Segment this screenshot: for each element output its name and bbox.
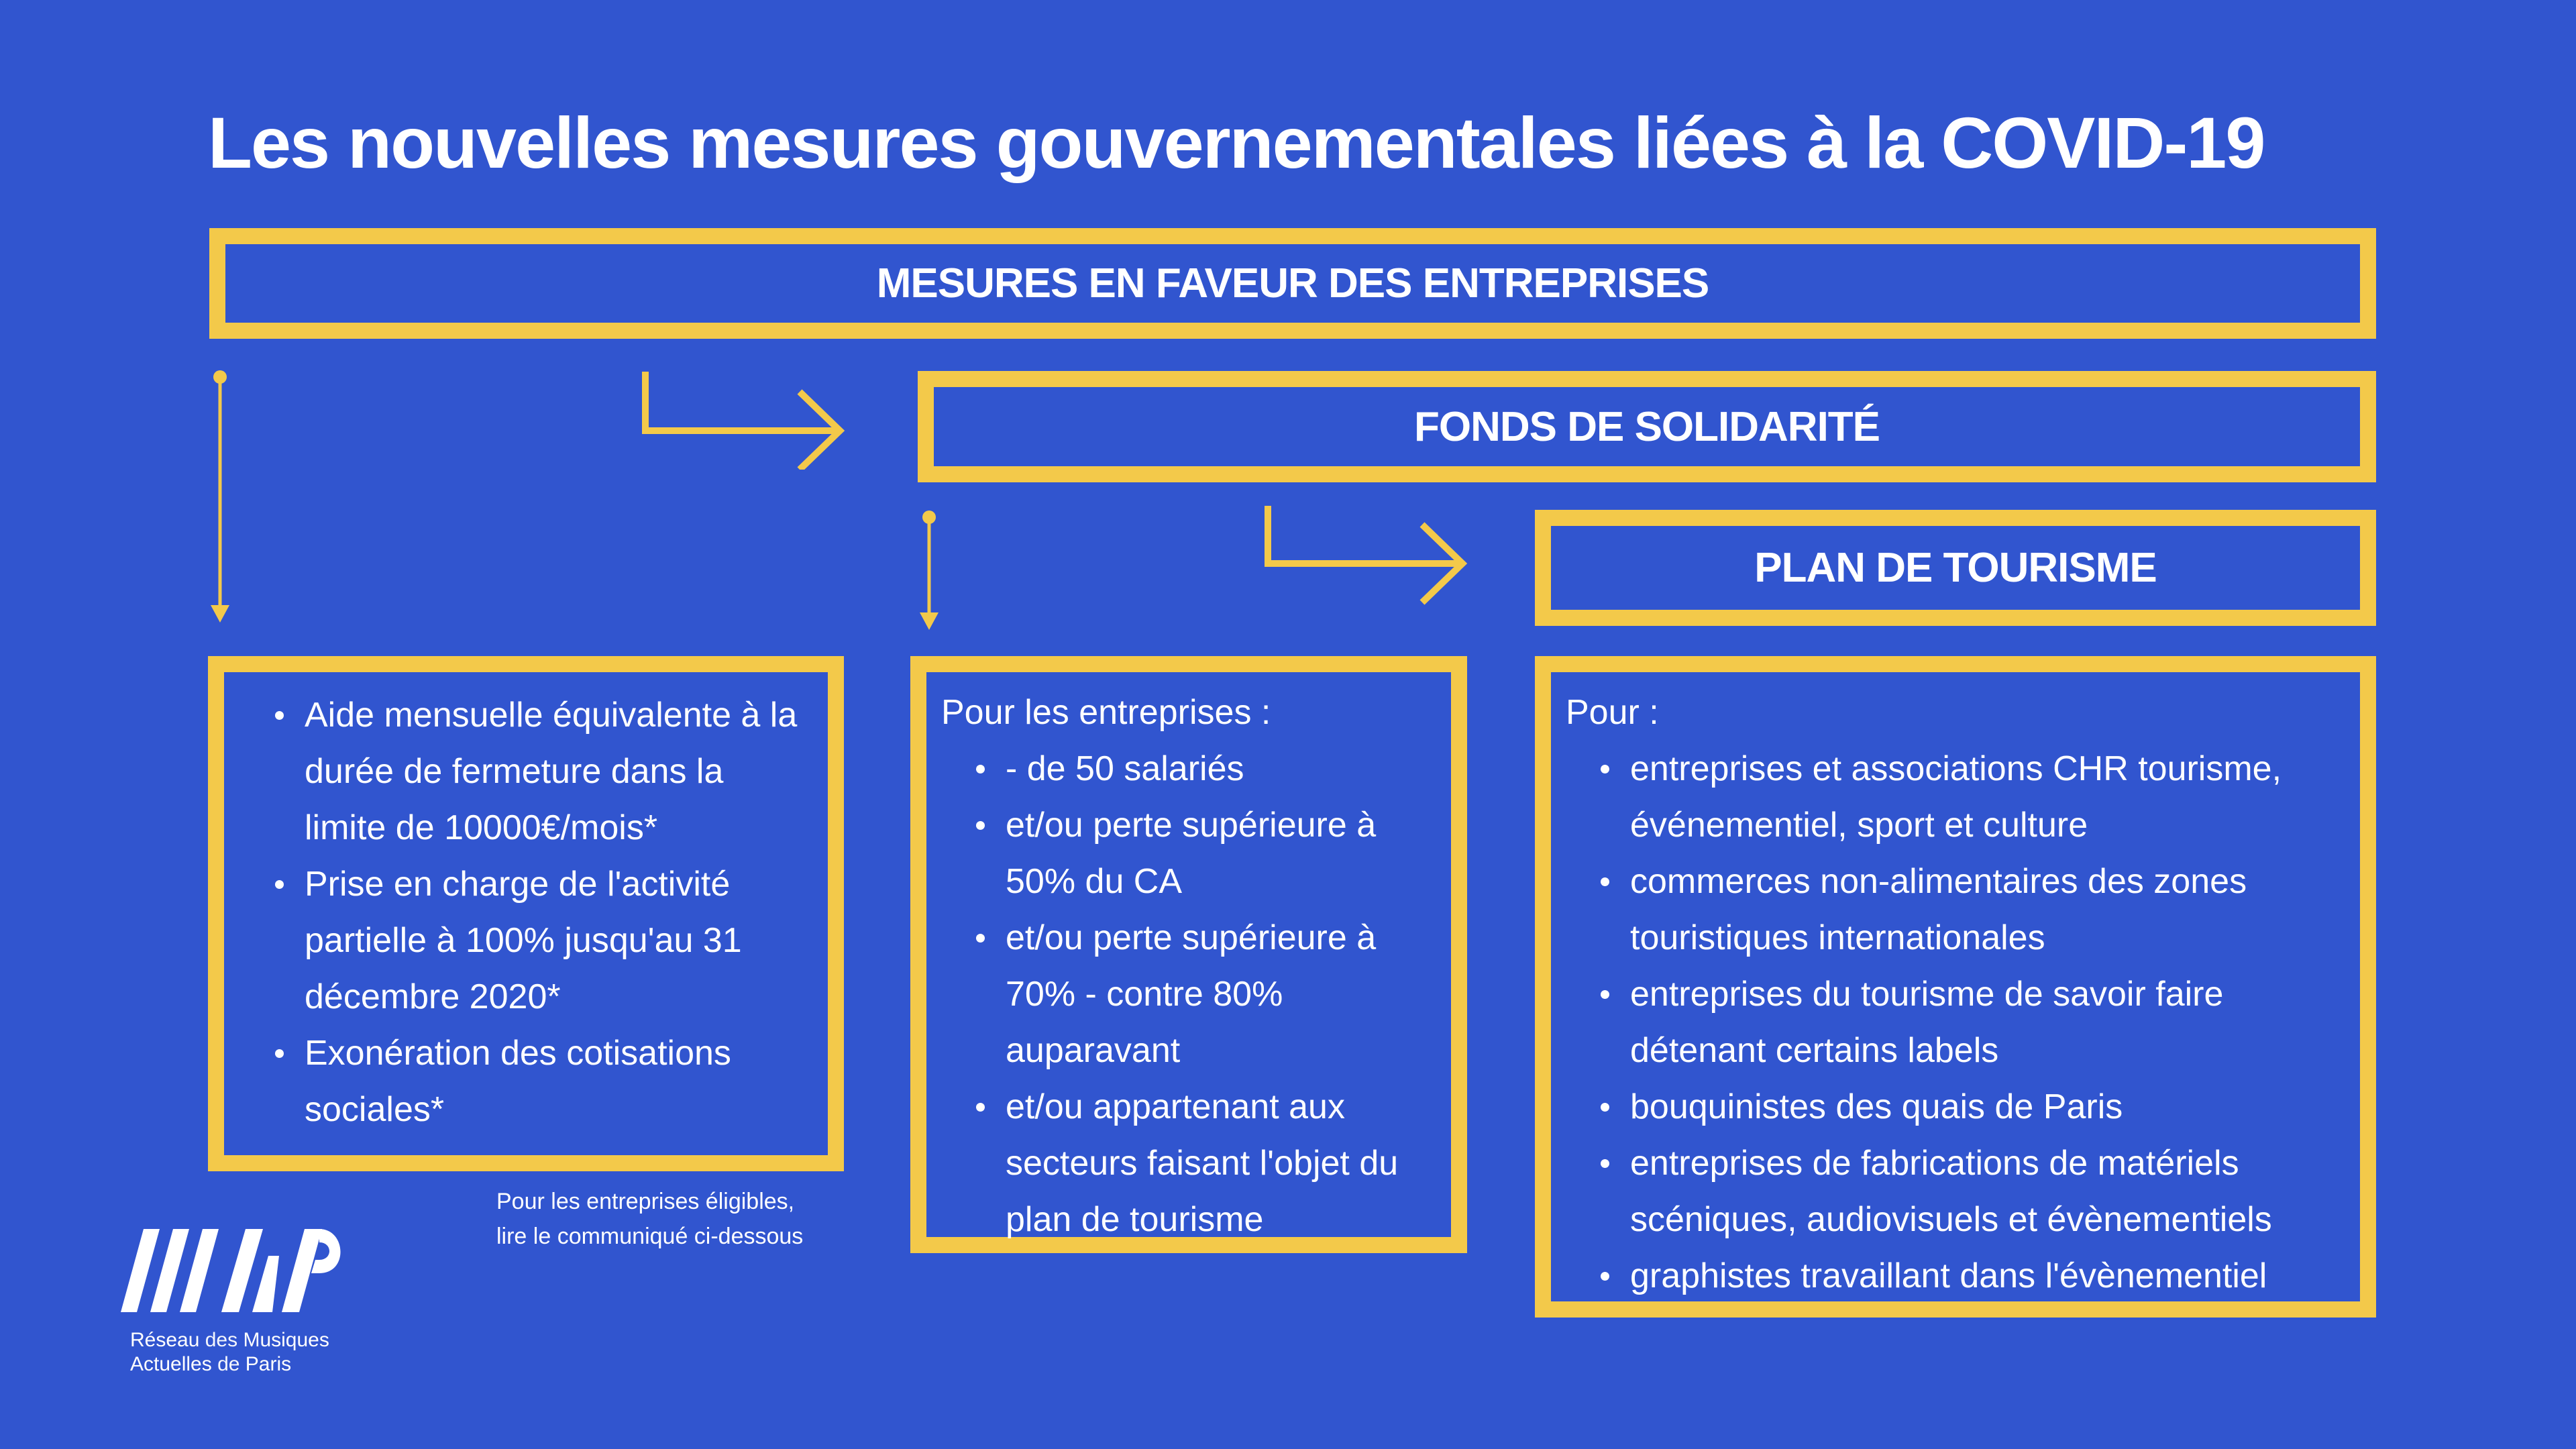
content-mesures-entreprises bbox=[208, 656, 844, 1171]
logo-word: Paris bbox=[245, 1353, 292, 1375]
header-mesures-entreprises-label: MESURES EN FAVEUR DES ENTREPRISES bbox=[876, 260, 1709, 307]
list-item: Aide mensuelle équivalente à la durée de fermeture dans la limite de 10000€/mois* bbox=[305, 687, 814, 856]
logo-word: Réseau bbox=[130, 1329, 200, 1351]
header-fonds-solidarite-label: FONDS DE SOLIDARITÉ bbox=[1413, 403, 1880, 450]
logo-word: Musiques bbox=[243, 1329, 329, 1351]
list-item: et/ou perte supérieure à 70% - contre 80% auparavant bbox=[1006, 910, 1444, 1079]
list-item: - de 50 salariés bbox=[1006, 741, 1444, 797]
logo-word: de bbox=[217, 1353, 240, 1375]
content-plan-tourisme bbox=[1535, 656, 2376, 1318]
list-mesures-entreprises bbox=[258, 687, 814, 1138]
list-fonds-solidarite bbox=[941, 741, 1444, 1248]
arrow-down-left bbox=[201, 362, 241, 631]
arrow-down-middle bbox=[910, 506, 951, 634]
footnote-eligibility bbox=[496, 1184, 803, 1254]
header-plan-tourisme bbox=[1535, 510, 2376, 626]
list-item: et/ou perte supérieure à 50% du CA bbox=[1006, 797, 1444, 910]
list-item: entreprises du tourisme de savoir faire détenant certains labels bbox=[1630, 966, 2353, 1079]
fonds-intro: Pour les entreprises : bbox=[941, 693, 1271, 732]
logo-word: des bbox=[205, 1329, 238, 1351]
page-title: Les nouvelles mesures gouvernementales liées à la COVID-19 bbox=[208, 102, 2265, 183]
footnote-line-1: Pour les entreprises éligibles, bbox=[496, 1189, 795, 1214]
tourisme-intro: Pour : bbox=[1566, 693, 1659, 732]
list-item: et/ou appartenant aux secteurs faisant l'objet du plan de tourisme bbox=[1006, 1079, 1444, 1248]
map-logo bbox=[121, 1226, 349, 1320]
arrow-elbow-to-fonds bbox=[637, 369, 852, 470]
list-item: commerces non-alimentaires des zones touristiques internationales bbox=[1630, 853, 2353, 966]
list-item: entreprises de fabrications de matériels scéniques, audiovisuels et évènementiels bbox=[1630, 1135, 2353, 1248]
header-plan-tourisme-label: PLAN DE TOURISME bbox=[1754, 545, 2157, 591]
header-mesures-entreprises bbox=[209, 228, 2376, 339]
list-item: bouquinistes des quais de Paris bbox=[1630, 1079, 2353, 1135]
footnote-line-2: lire le communiqué ci-dessous bbox=[496, 1224, 804, 1249]
arrow-elbow-to-tourisme bbox=[1260, 504, 1474, 605]
content-fonds-solidarite bbox=[910, 656, 1467, 1253]
list-item: graphistes travaillant dans l'évènementiel bbox=[1630, 1248, 2353, 1304]
header-fonds-solidarite bbox=[918, 371, 2376, 482]
logo-text bbox=[130, 1328, 329, 1377]
list-item: Prise en charge de l'activité partielle à 100% jusqu'au 31 décembre 2020* bbox=[305, 856, 814, 1025]
list-item: entreprises et associations CHR tourisme, événementiel, sport et culture bbox=[1630, 741, 2353, 853]
list-item: Exonération des cotisations sociales* bbox=[305, 1025, 814, 1138]
logo-word: Actuelles bbox=[130, 1353, 212, 1375]
list-plan-tourisme bbox=[1566, 741, 2353, 1304]
